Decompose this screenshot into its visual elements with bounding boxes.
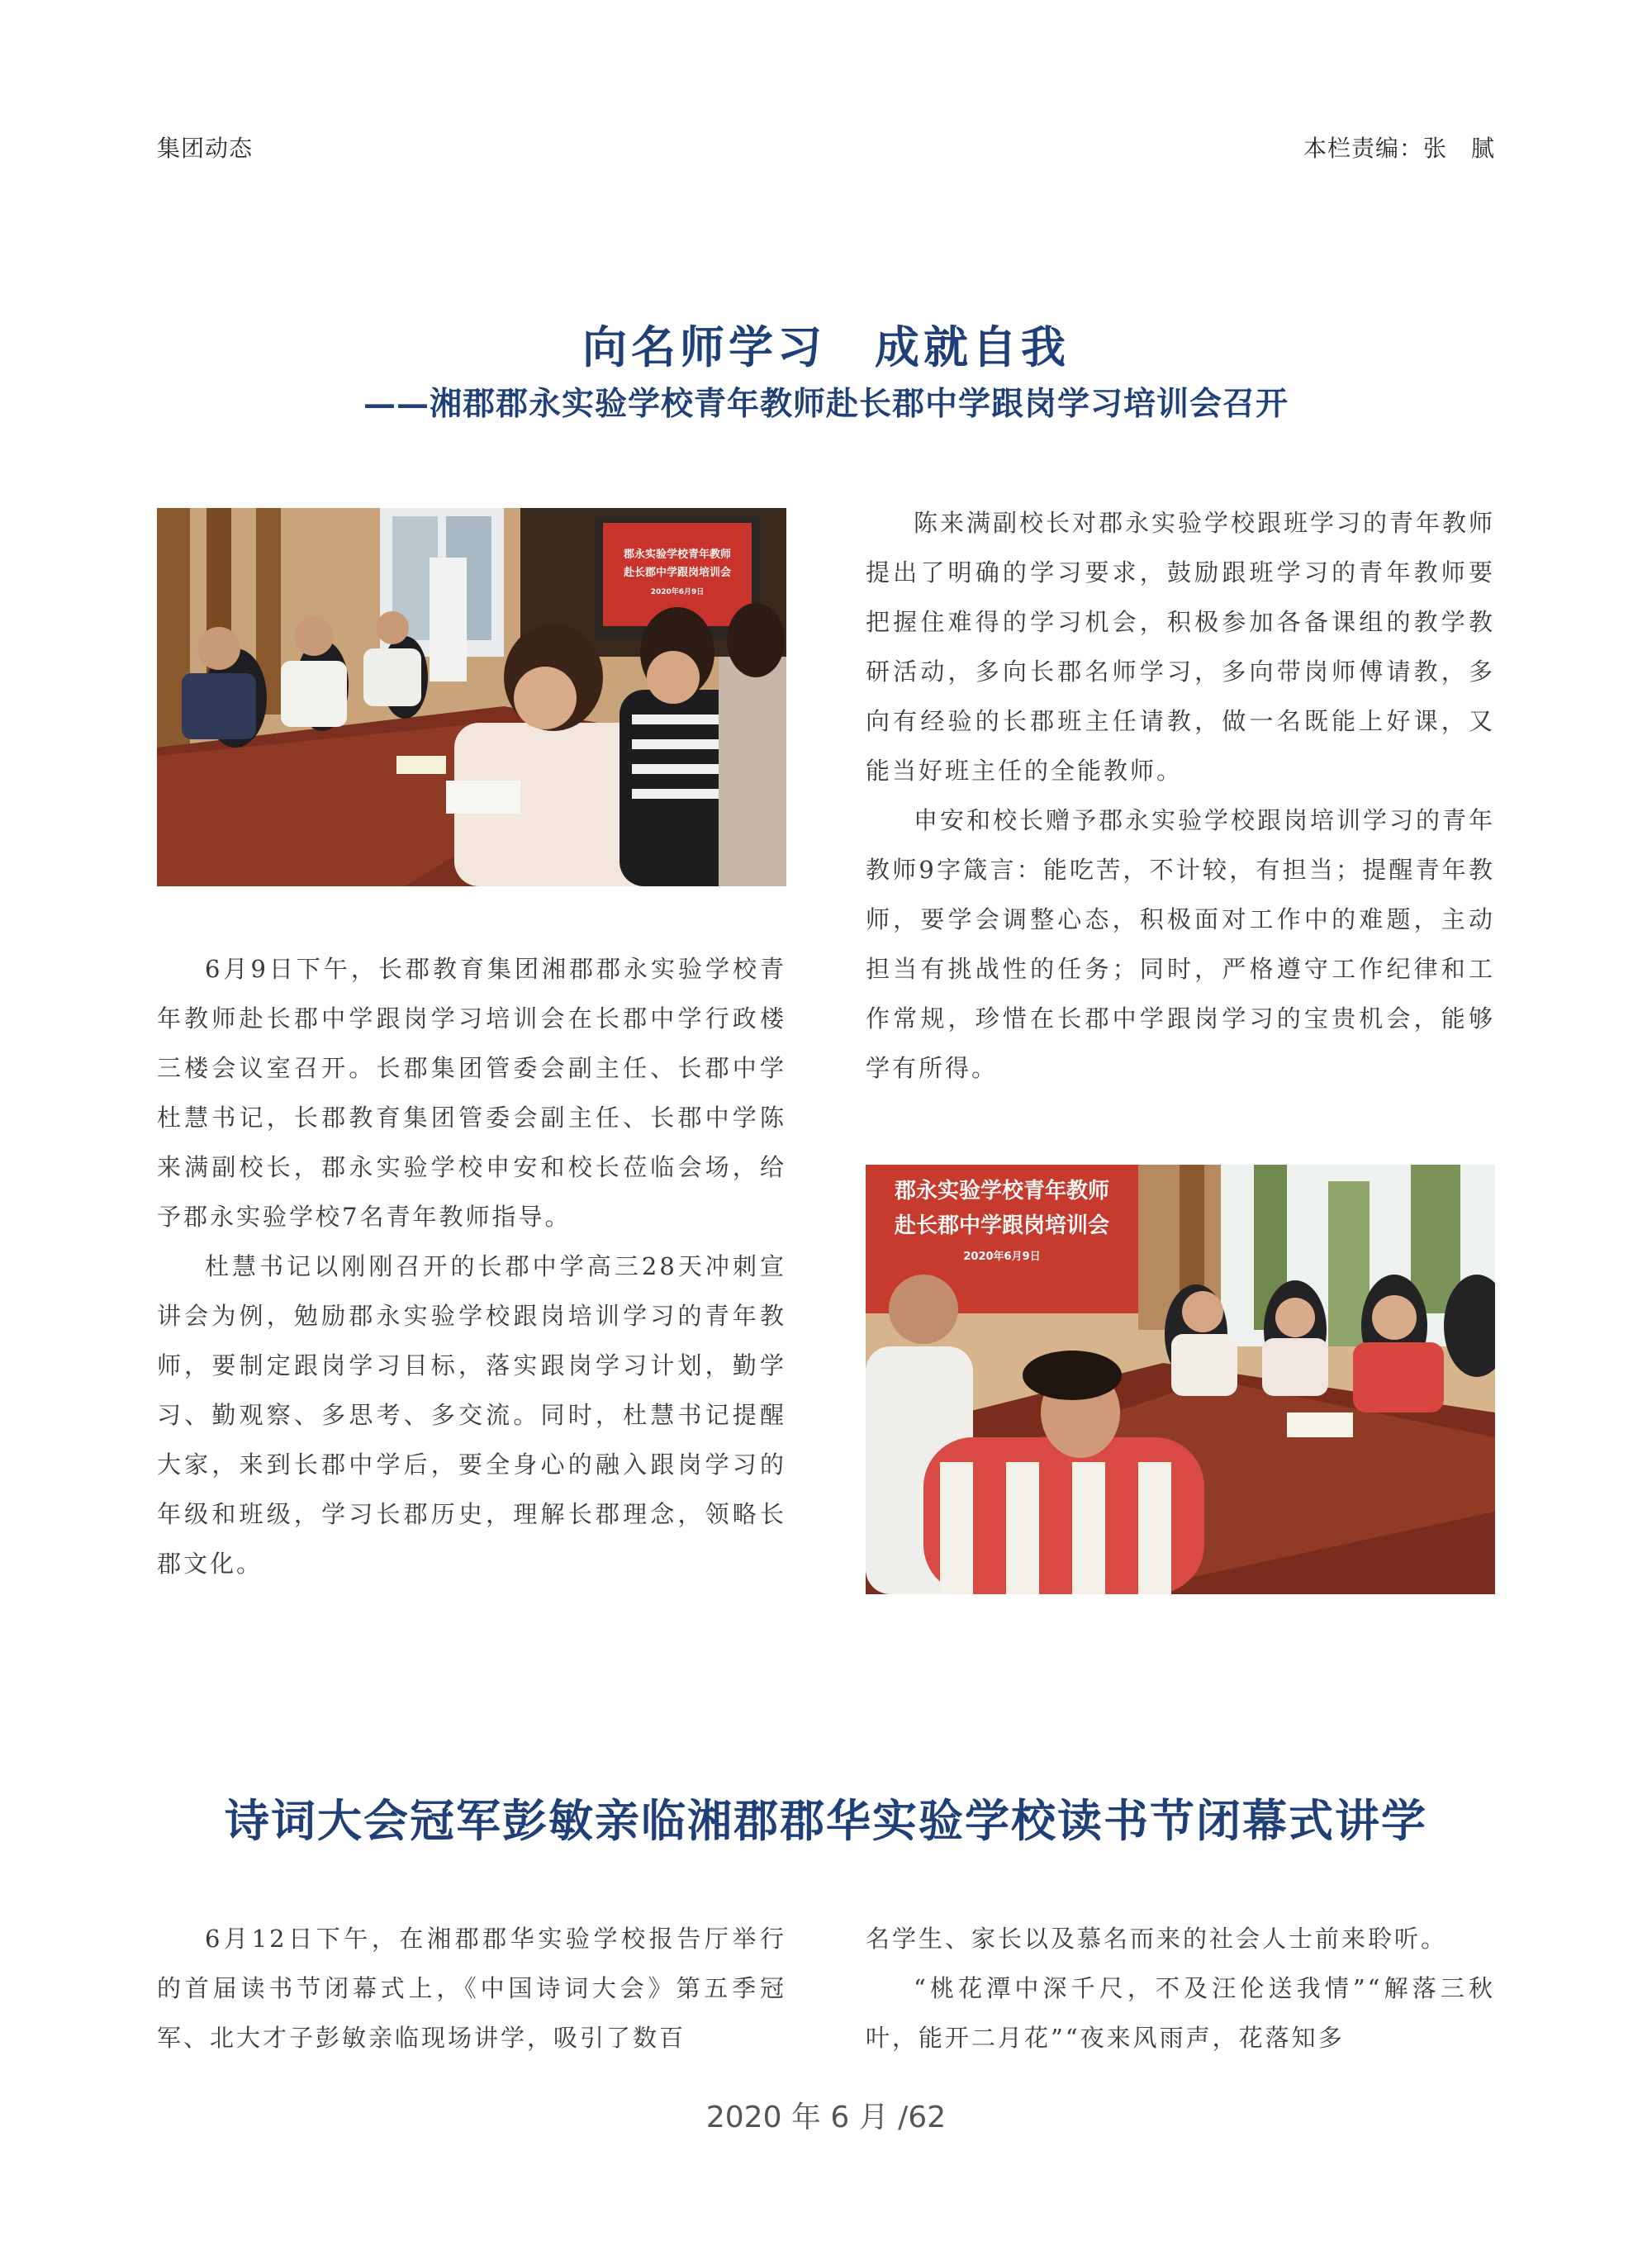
article2-paragraph-1-continued: 名学生、家长以及慕名而来的社会人士前来聆听。 bbox=[866, 1925, 1448, 1953]
article2-paragraph-2: “桃花潭中深千尺，不及汪伦送我情”“解落三秋叶，能开二月花”“夜来风雨声，花落知多 bbox=[866, 1974, 1495, 2052]
photo1-slide-line2: 赴长郡中学跟岗培训会 bbox=[623, 567, 732, 579]
article1-right-column bbox=[866, 498, 1495, 1093]
article1-left-column bbox=[157, 944, 786, 1588]
meeting-photo-1 bbox=[157, 508, 786, 886]
article1-subtitle: ——湘郡郡永实验学校青年教师赴长郡中学跟岗学习培训会召开 bbox=[363, 385, 1289, 423]
article2-right-column bbox=[866, 1914, 1495, 2063]
photo2-slide-line2: 赴长郡中学跟岗培训会 bbox=[894, 1213, 1110, 1238]
column-editor: 本栏责编：张 腻 bbox=[1303, 135, 1495, 162]
photo2-slide-line1: 郡永实验学校青年教师 bbox=[894, 1179, 1110, 1204]
photo2-slide-date: 2020年6月9日 bbox=[963, 1251, 1041, 1263]
article1-title: 向名师学习 成就自我 bbox=[582, 320, 1070, 373]
section-label: 集团动态 bbox=[157, 135, 254, 162]
article2-paragraph-1: 6月12日下午，在湘郡郡华实验学校报告厅举行的首届读书节闭幕式上，《中国诗词大会》第五季冠军、北大才子彭敏亲临现场讲学，吸引了数百 bbox=[157, 1925, 786, 2052]
article2-title: 诗词大会冠军彭敏亲临湘郡郡华实验学校读书节闭幕式讲学 bbox=[225, 1794, 1427, 1847]
article1-paragraph-1: 6月9日下午，长郡教育集团湘郡郡永实验学校青年教师赴长郡中学跟岗学习培训会在长郡中学行政楼三楼会议室召开。长郡集团管委会副主任、长郡中学杜慧书记，长郡教育集团管委会副主任、长郡中学陈来满副校长，郡永实验学校申安和校长莅临会场，给予郡永实验学校7名青年教师指导。 bbox=[157, 955, 786, 1231]
photo1-slide-date: 2020年6月9日 bbox=[650, 588, 705, 596]
article2-left-column bbox=[157, 1914, 786, 2063]
photo1-slide-line1: 郡永实验学校青年教师 bbox=[623, 548, 732, 561]
article1-paragraph-2: 杜慧书记以刚刚召开的长郡中学高三28天冲刺宣讲会为例，勉励郡永实验学校跟岗培训学习的青年教师，要制定跟岗学习目标，落实跟岗学习计划，勤学习、勤观察、多思考、多交流。同时，杜慧书记提醒大家，来到长郡中学后，要全身心的融入跟岗学习的年级和班级，学习长郡历史，理解长郡理念，领略长郡文化。 bbox=[157, 1252, 786, 1578]
article1-paragraph-3: 陈来满副校长对郡永实验学校跟班学习的青年教师提出了明确的学习要求，鼓励跟班学习的青年教师要把握住难得的学习机会，积极参加各备课组的教学教研活动，多向长郡名师学习，多向带岗师傅请教，多向有经验的长郡班主任请教，做一名既能上好课，又能当好班主任的全能教师。 bbox=[866, 509, 1496, 785]
article1-paragraph-4: 申安和校长赠予郡永实验学校跟岗培训学习的青年教师9字箴言：能吃苦，不计较，有担当；提醒青年教师，要学会调整心态，积极面对工作中的难题，主动担当有挑战性的任务；同时，严格遵守工作纪律和工作常规，珍惜在长郡中学跟岗学习的宝贵机会，能够学有所得。 bbox=[866, 806, 1496, 1082]
meeting-photo-2 bbox=[866, 1165, 1495, 1594]
page-number: 2020 年 6 月 /62 bbox=[705, 2101, 947, 2134]
